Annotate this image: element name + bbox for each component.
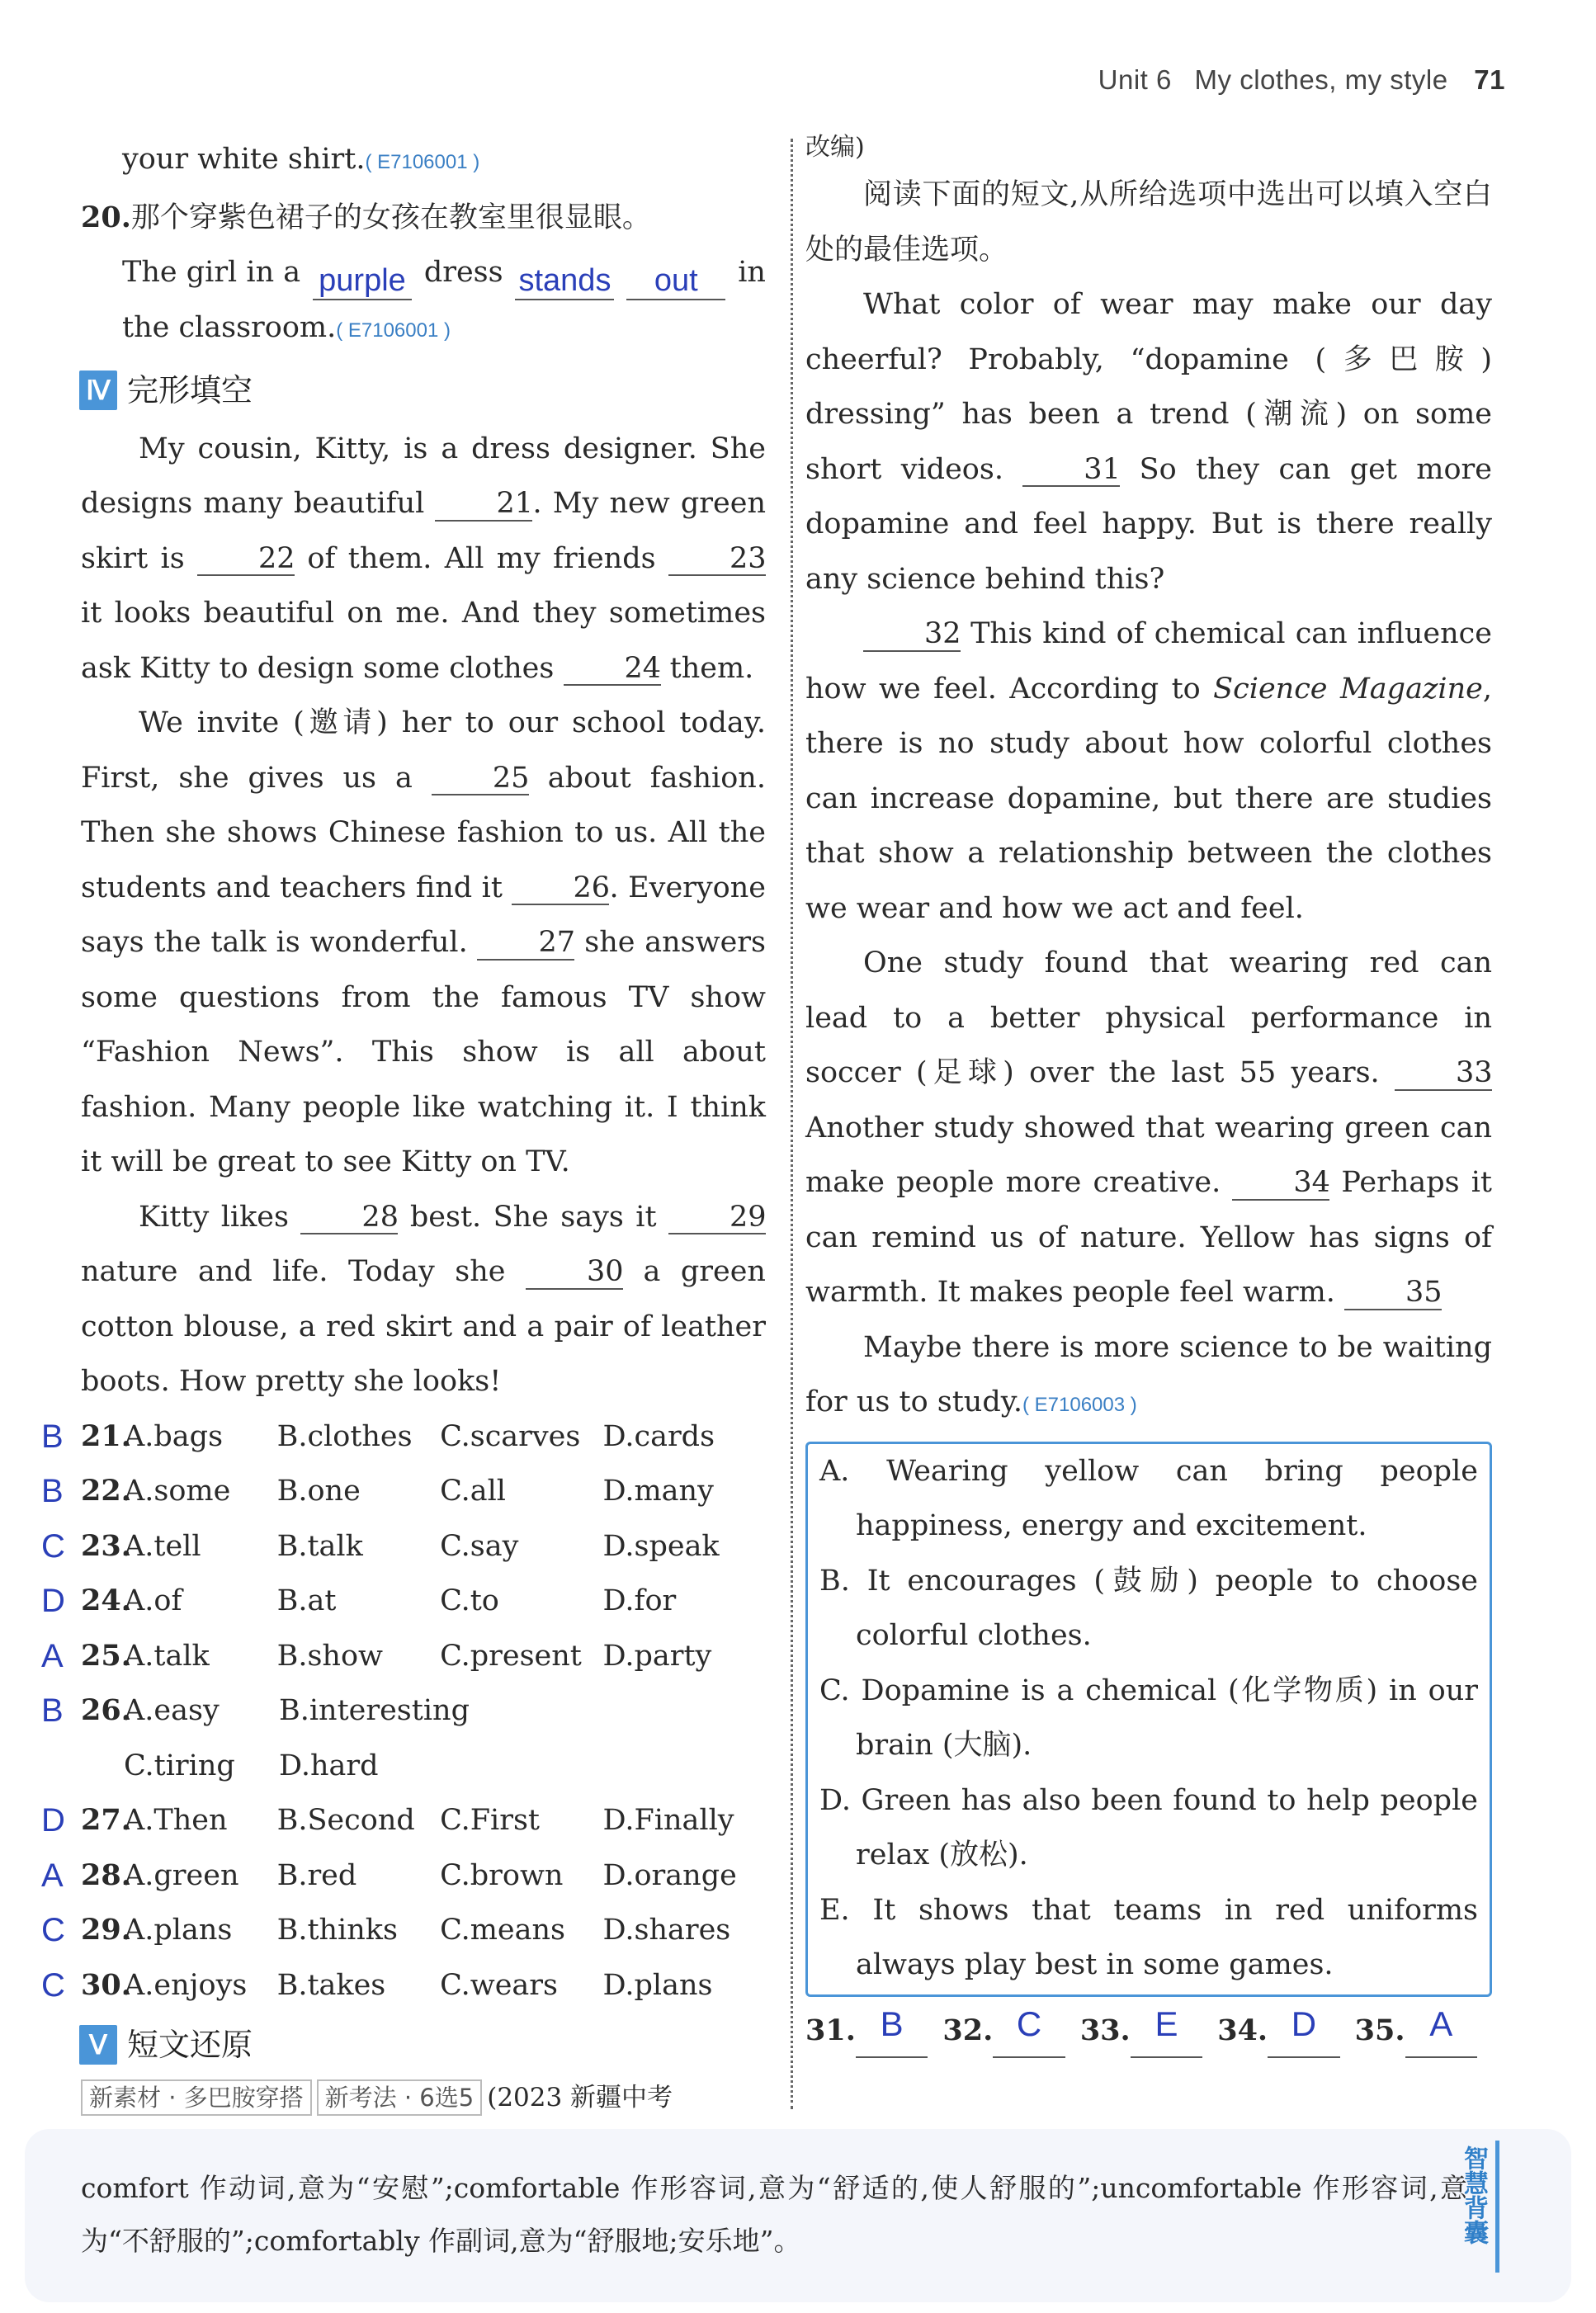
answer-31: B [856,2004,928,2059]
option-a: A. Wearing yellow can bring people happiness, energy and excitement. [819,1454,1478,1542]
answer-22: B [41,1473,64,1509]
column-divider [791,139,793,2109]
question-25: A 25. A.talk B.show C.present D.party [81,1629,766,1684]
answer-24: D [41,1583,65,1619]
question-27: D 27. A.Then B.Second C.First D.Finally [81,1793,766,1848]
question-22: B 22. A.some B.one C.all D.many [81,1464,766,1519]
answer-21: B [41,1418,64,1455]
options-box [805,1442,1492,1997]
right-column [805,128,1492,2058]
q20-tail: the classroom.( E7106001 ) [122,310,451,344]
answer-row: 31. B 32. C 33. E 34. D 35. A [805,2004,1492,2059]
cloze-paragraph-1: My cousin, Kitty, is a dress designer. She designs many beautiful 21. My new green skirt is 22 of them. All my friends 23 it looks beautiful on me. And they sometimes ask Kitty to design some clothes 24 them. [81,432,767,685]
answer-30: C [41,1966,65,2004]
option-b: B. It encourages (鼓励) people to choose colorful clothes. [819,1564,1478,1652]
answer-32: C [993,2004,1065,2059]
question-list [41,1409,766,2013]
reading-paragraph-2: 32 This kind of chemical can influence how we feel. According to Science Magazine, there is no study about how colorful clothes can increase dopamine, but there are studies that show a relationship between the clothes we wear and how we act and feel. [805,617,1492,925]
q20-chinese: 20.那个穿紫色裙子的女孩在教室里很显眼。 [81,200,651,234]
question-26-cont: C.tiring D.hard [124,1749,379,1782]
answer-34: D [1268,2004,1340,2059]
answer-33: E [1131,2004,1203,2059]
unit-label: Unit 6 [1098,64,1172,95]
cloze-paragraph-3: Kitty likes 28 best. She says it 29 nature and life. Today she 30 a green cotton blouse, a red skirt and a pair of leather boots. How pretty she looks! [81,1200,767,1398]
question-23: C 23. A.tell B.talk C.say D.speak [81,1519,766,1574]
question-21: B 21. A.bags B.clothes C.scarves D.cards [81,1409,766,1465]
unit-title: My clothes, my style [1194,64,1448,95]
roman-numeral-4: Ⅳ [79,371,117,410]
reading-paragraph-3: One study found that wearing red can lead to a better physical performance in soccer (足球) over the last 55 years. 33 Another study showed that wearing green can make people more creative. 34 Perhaps it can remind us of nature. Yellow has signs of warmth. It makes people feel warm. 35 [805,946,1493,1309]
source-tail: 改编) [805,133,865,162]
side-label: 智慧背囊 [1459,2145,1488,2245]
cloze-paragraph-2: We invite (邀请) her to our school today. First, she gives us a 25 about fashion. Then she shows Chinese fashion to us. All the students and teachers find it 26. Everyone says the talk is wonderful. 27 she answers some questions from the famous TV show “Fashion News”. This show is all about fashion. Many people like watching it. I think it will be great to see Kitty on TV. [81,706,766,1178]
option-d: D. Green has also been found to help people relax (放松). [819,1783,1478,1872]
side-bar [1495,2141,1499,2273]
reading-paragraph-1: What color of wear may make our day cheerful? Probably, “dopamine (多巴胺) dressing” has been a trend (潮流) on some short videos. 31 So they can get more dopamine and feel happy. But is there really any science behind this? [805,288,1492,596]
q20-answer-2: stands [515,264,614,300]
reading-paragraph-4: Maybe there is more science to be waiting for us to study.( E7106003 ) [805,1330,1492,1418]
question-28: A 28. A.green B.red C.brown D.orange [81,1848,766,1904]
option-c: C. Dopamine is a chemical (化学物质) in our brain (大脑). [819,1673,1478,1762]
source-tags [81,2076,766,2118]
answer-28: A [41,1857,64,1894]
option-e: E. It shows that teams in red uniforms always play best in some games. [819,1893,1478,1981]
roman-numeral-5: Ⅴ [79,2025,117,2065]
answer-35: A [1405,2004,1478,2059]
section-4-heading [79,363,766,418]
section-5-heading [79,2018,766,2073]
tag-new-method: 新考法 · 6选5 [317,2079,483,2116]
answer-26: B [41,1692,64,1729]
q20-english: The girl in a purple dress stands out in [81,245,766,300]
page-header [1098,64,1505,96]
answer-29: C [41,1912,65,1948]
question-24: D 24. A.of B.at C.to D.for [81,1574,766,1629]
question-29: C 29. A.plans B.thinks C.means D.shares [81,1903,766,1958]
q20-answer-3: out [626,264,725,300]
question-30: C 30. A.enjoys B.takes C.wears D.plans [81,1958,766,2013]
q20-answer-1: purple [313,264,412,300]
answer-27: D [41,1802,65,1839]
left-column [41,132,767,2118]
instruction: 阅读下面的短文,从所给选项中选出可以填入空白处的最佳选项。 [805,178,1492,267]
q19-tail: your white shirt.( E7106001 ) [122,143,480,176]
vocabulary-tip: comfort 作动词,意为“安慰”;comfortable 作形容词,意为“舒适的,使人舒服的”;uncomfortable 作形容词,意为“不舒服的”;comfortably 作副词,意为“舒服地;安乐地”。 [81,2172,1467,2257]
source-label: (2023 新疆中考 [487,2082,673,2112]
answer-23: C [41,1527,65,1565]
page-number: 71 [1474,64,1505,95]
answer-25: A [41,1637,64,1674]
question-26: B 26. A.easy B.interesting [81,1683,766,1739]
section-4-title: 完形填空 [127,372,253,408]
tag-new-material: 新素材 · 多巴胺穿搭 [81,2079,312,2116]
section-5-title: 短文还原 [127,2027,253,2063]
